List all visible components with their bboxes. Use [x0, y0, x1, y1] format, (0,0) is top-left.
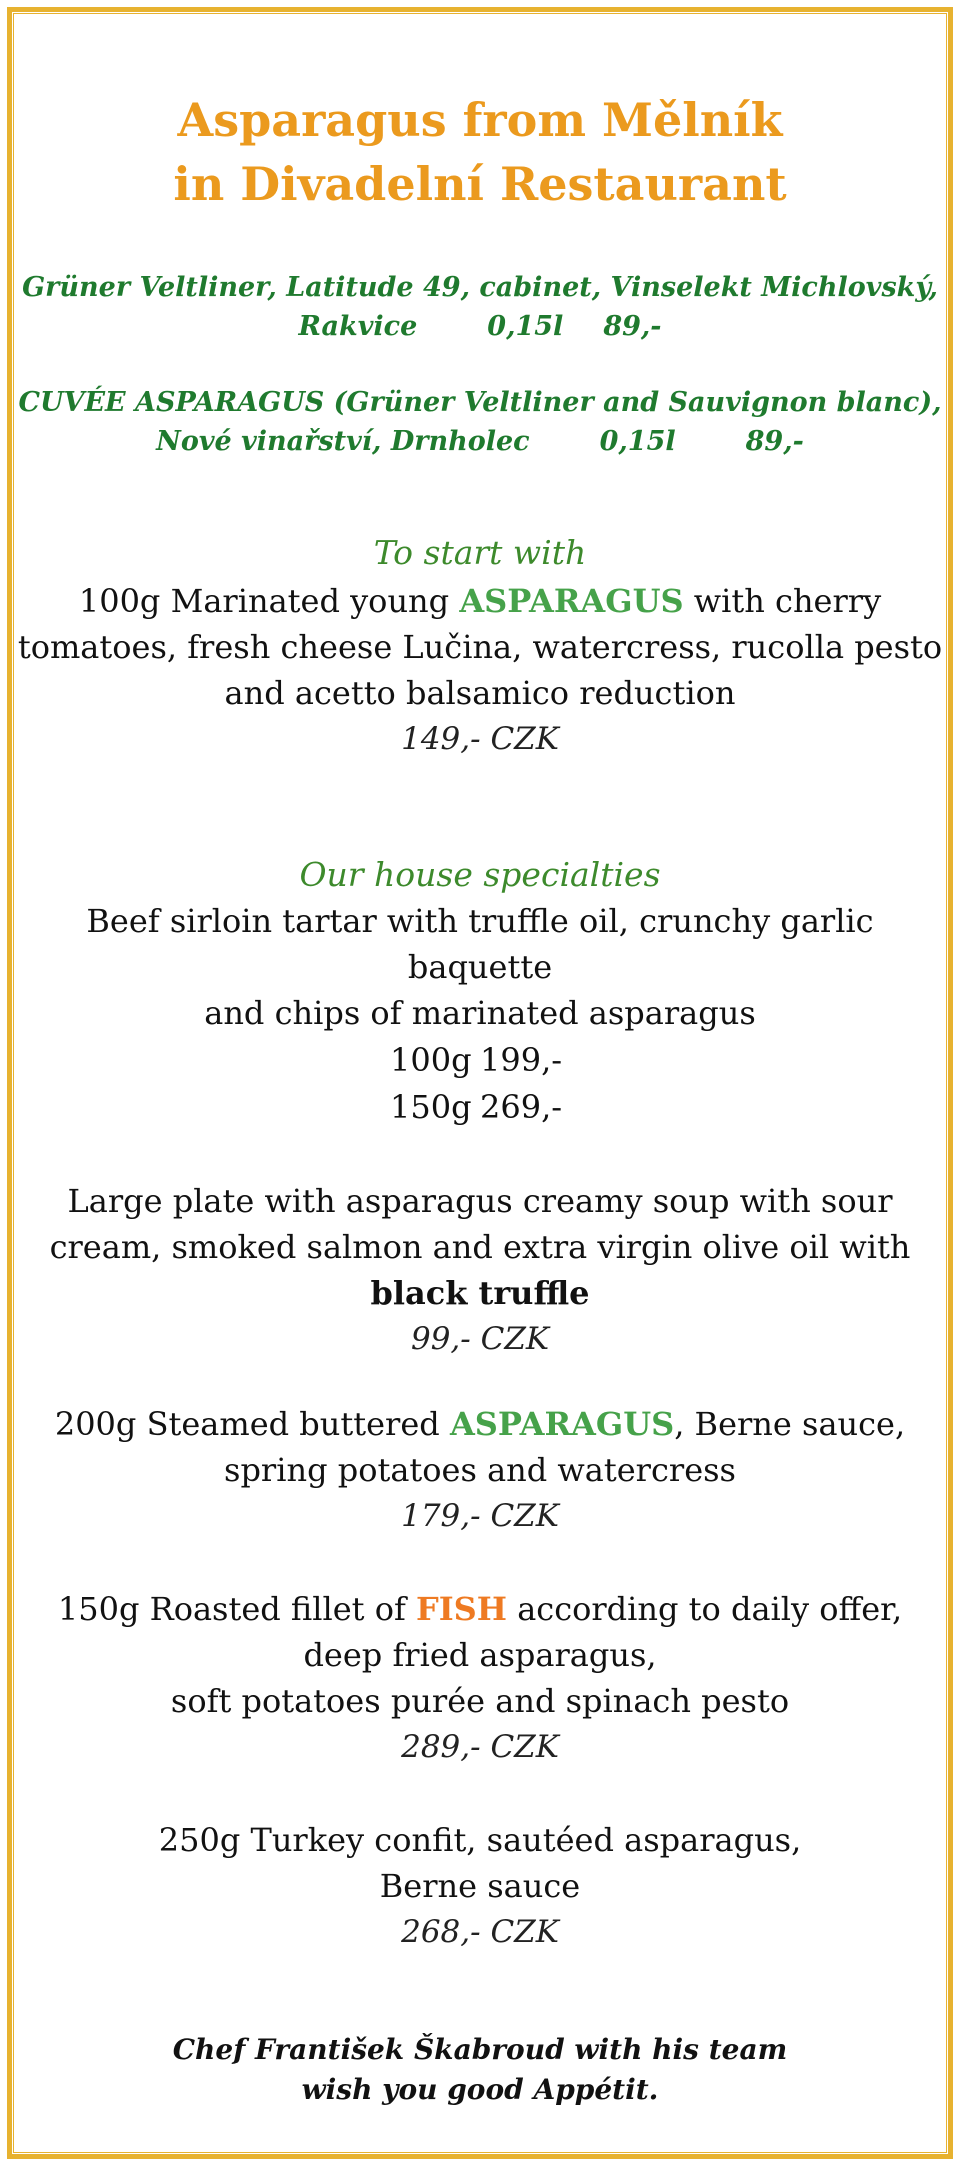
starter-line-1: 100g Marinated young ASPARAGUS with cherry — [78, 582, 882, 620]
starter-highlight: ASPARAGUS — [459, 582, 684, 620]
soup-line-1: Large plate with asparagus creamy soup with sour — [67, 1182, 893, 1220]
tartar-portion-2: 150g 269,- — [390, 1088, 563, 1126]
soup-line-2: cream, smoked salmon and extra virgin olive oil with — [49, 1228, 911, 1266]
footer-line-2: wish you good Appétit. — [301, 2073, 659, 2106]
soup-price: 99,- CZK — [410, 1321, 550, 1357]
menu-title-line1: Asparagus from Mělník — [177, 93, 783, 147]
wine-1-name: Grüner Veltliner, Latitude 49, cabinet, Vinselekt Michlovský, — [22, 272, 938, 303]
section-heading-starter: To start with — [373, 533, 587, 572]
steamed-line-1: 200g Steamed buttered ASPARAGUS, Berne sauce, — [54, 1405, 906, 1443]
tartar-line-1: Beef sirloin tartar with truffle oil, crunchy garlic — [86, 902, 874, 940]
starter-price: 149,- CZK — [401, 721, 559, 757]
menu-title-line2: in Divadelní Restaurant — [173, 157, 787, 211]
steamed-price: 179,- CZK — [401, 1498, 559, 1534]
wine-1-details — [0, 307, 960, 347]
steamed-line-2: spring potatoes and watercress — [224, 1451, 736, 1489]
wine-2-volume: 0,15l — [599, 426, 676, 457]
section-heading-specialties: Our house specialties — [299, 855, 661, 894]
tartar-line-3: and chips of marinated asparagus — [204, 994, 756, 1032]
fish-price: 289,- CZK — [401, 1729, 559, 1765]
wine-2-place: Nové vinařství, Drnholec — [156, 426, 530, 457]
wine-2-name: CUVÉE ASPARAGUS (Grüner Veltliner and Sauvignon blanc), — [18, 387, 942, 418]
steamed-highlight: ASPARAGUS — [449, 1405, 675, 1443]
turkey-price: 268,- CZK — [401, 1914, 559, 1950]
soup-line-3: black truffle — [370, 1274, 590, 1312]
wine-2-details — [0, 422, 960, 462]
wine-2-price: 89,- — [745, 426, 804, 457]
tartar-portion-1: 100g 199,- — [390, 1041, 563, 1079]
starter-line-3: and acetto balsamico reduction — [224, 674, 736, 712]
fish-line-2: deep fried asparagus, — [303, 1636, 657, 1674]
starter-line-2: tomatoes, fresh cheese Lučina, watercress, rucolla pesto — [17, 628, 943, 666]
wine-1-place: Rakvice — [298, 311, 418, 342]
turkey-line-1: 250g Turkey confit, sautéed asparagus, — [158, 1821, 802, 1859]
footer-line-1: Chef František Škabroud with his team — [172, 2033, 788, 2066]
fish-line-3: soft potatoes purée and spinach pesto — [170, 1682, 790, 1720]
tartar-line-2: baquette — [407, 948, 553, 986]
wine-1-price: 89,- — [603, 311, 662, 342]
fish-highlight: FISH — [415, 1590, 508, 1628]
turkey-line-2: Berne sauce — [379, 1867, 581, 1905]
wine-1-volume: 0,15l — [487, 311, 564, 342]
fish-line-1: 150g Roasted fillet of FISH according to daily offer, — [57, 1590, 903, 1628]
